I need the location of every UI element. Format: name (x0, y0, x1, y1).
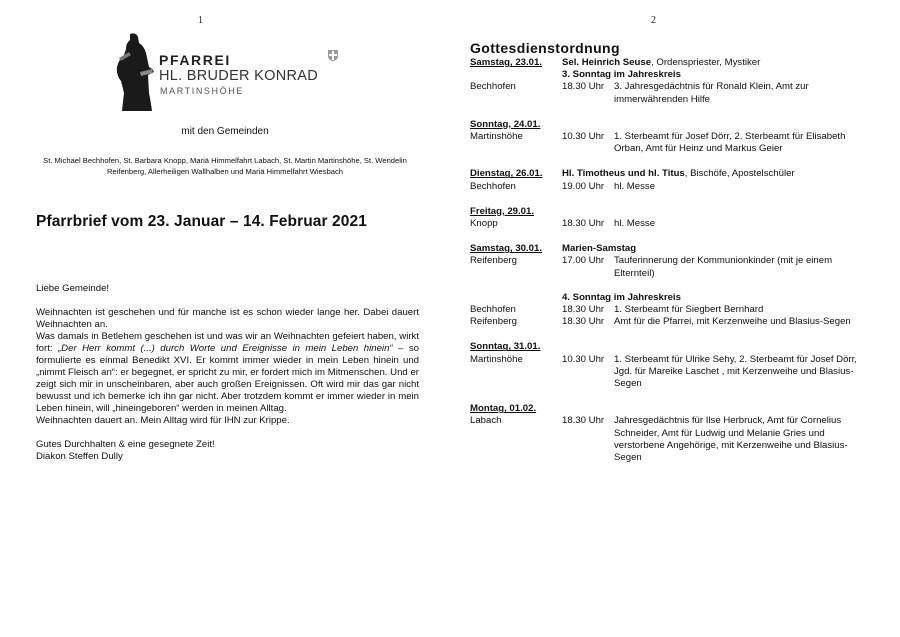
schedule-day (470, 57, 890, 106)
service-row (470, 255, 890, 279)
letter-body (36, 283, 419, 463)
spacer (470, 69, 562, 81)
service-row (470, 181, 890, 193)
service-time: 18.30 Uhr (562, 415, 605, 427)
day-date: Montag, 01.02. (470, 403, 537, 415)
feast-name: Hl. Timotheus und hl. Titus (562, 168, 685, 180)
service-time: 19.00 Uhr (562, 180, 605, 192)
schedule-day (470, 341, 890, 390)
service-row (470, 304, 890, 316)
service-row (470, 354, 890, 391)
service-text: 1. Sterbeamt für Siegbert Bernhard (614, 304, 764, 316)
day-header (470, 57, 890, 69)
day-date: Samstag, 30.01. (470, 243, 542, 255)
liturgical-subheading: 3. Sonntag im Jahreskreis (562, 69, 681, 81)
service-time: 18.30 Uhr (562, 218, 605, 230)
letter-paragraph-3: Weihnachten dauert an. Mein Alltag wird für IHN zur Krippe. (36, 415, 290, 426)
day-date: Sonntag, 24.01. (470, 118, 541, 130)
service-text: Jahresgedächtnis für Ilse Herbruck, Amt für Cornelius Schneider, Amt für Ludwig und Melanie Gries und verstorbene Angehörige, mit Kerzenweihe und Blasius-Segen (614, 415, 848, 464)
service-time: 10.30 Uhr (562, 131, 605, 143)
service-text: hl. Messe (614, 180, 656, 192)
day-date: Sonntag, 31.01. (470, 341, 541, 353)
day-date: Freitag, 29.01. (470, 205, 534, 217)
service-place: Bechhofen (470, 180, 516, 192)
logo-line-name: HL. BRUDER KONRAD (159, 68, 318, 84)
service-row (470, 81, 890, 105)
spacer (470, 292, 562, 304)
service-place: Bechhofen (470, 304, 516, 316)
schedule-day (470, 206, 890, 230)
schedule-day (470, 119, 890, 156)
cross-shield-icon (328, 50, 338, 61)
schedule-day (470, 243, 890, 328)
service-schedule (470, 57, 890, 477)
day-date: Samstag, 23.01. (470, 57, 542, 68)
day-feast (562, 57, 890, 69)
parish-logo (110, 32, 350, 114)
day-header (470, 341, 890, 353)
logo-line-place: MARTINSHÖHE (160, 86, 244, 96)
feast-name: Marien-Samstag (562, 243, 637, 255)
schedule-day (470, 403, 890, 464)
service-row (470, 415, 890, 464)
page-number: 2 (651, 15, 656, 26)
gemeinden-intro: mit den Gemeinden (181, 126, 269, 137)
schedule-title: Gottesdienstordnung (470, 40, 620, 56)
service-place: Martinshöhe (470, 131, 523, 143)
service-place: Labach (470, 415, 502, 427)
letter-p2-end: – so formulierte es einmal Benedikt XVI. Er kommt immer wieder in mein Leben hinein und „nimmt Fleisch an“: er begegnet, er spricht zu mir, er fordert mich im Mitmenschen. Und er zeigt sich mir in unscheinbaren, aber auch großen Ereignissen. Oft wird mir das gar nicht bewusst und ich bemerke ich ihn gar nicht. Aber trotzdem kommt er immer wieder in mein Leben hinein, will „hineingeboren“ werden in meinen Alltag. (36, 343, 419, 414)
feast-name: Sel. Heinrich Seuse (562, 57, 652, 68)
schedule-day (470, 168, 890, 192)
logo-line-pfarrei: PFARREI (159, 52, 231, 68)
letter-greeting: Liebe Gemeinde! (36, 283, 110, 294)
service-text: 1. Sterbeamt für Ulrike Sehy, 2. Sterbeamt für Josef Dörr, Jgd. für Mareike Laschet , mit Kerzenweihe und Blasius-Segen (614, 353, 857, 390)
service-time: 18.30 Uhr (562, 81, 605, 93)
day-header (470, 243, 890, 255)
service-time: 18.30 Uhr (562, 316, 605, 328)
service-row (470, 316, 890, 328)
page-2 (450, 0, 900, 637)
service-time: 10.30 Uhr (562, 353, 605, 365)
service-place: Bechhofen (470, 81, 516, 93)
letter-paragraph-2 (36, 331, 419, 415)
feast-description: , Bischöfe, Apostelschüler (684, 168, 795, 180)
day-header (470, 119, 890, 131)
letter-quote: „Der Herr kommt (...) durch Worte und Ereignisse in mein Leben hinein“ (57, 343, 393, 354)
service-place: Martinshöhe (470, 353, 523, 365)
saint-figure-icon (110, 32, 156, 112)
pfarrbrief-title: Pfarrbrief vom 23. Januar – 14. Februar 2021 (36, 213, 367, 230)
liturgical-subheading: 4. Sonntag im Jahreskreis (562, 291, 681, 303)
subheading-row (470, 292, 890, 304)
subheading-row (470, 69, 890, 81)
feast-description: , Ordenspriester, Mystiker (651, 57, 761, 68)
day-header (470, 168, 890, 180)
letter-closing: Gutes Durchhalten & eine gesegnete Zeit! (36, 439, 215, 450)
service-text: hl. Messe (614, 218, 656, 230)
service-place: Reifenberg (470, 316, 517, 328)
day-date: Dienstag, 26.01. (470, 168, 543, 180)
service-text: 1. Sterbeamt für Josef Dörr, 2. Sterbeamt für Elisabeth Orban, Amt für Heinz und Markus Geier (614, 131, 846, 155)
service-row (470, 218, 890, 230)
day-header (470, 206, 890, 218)
letter-p2-start: Was damals in Betlehem geschehen ist und was wir an Weihnachten gefeiert haben, wirkt fort: (36, 331, 419, 354)
service-time: 18.30 Uhr (562, 304, 605, 316)
day-feast (562, 168, 890, 180)
service-text: Tauferinnerung der Kommunionkinder (mit je einem Elternteil) (614, 255, 833, 279)
page-number: 1 (198, 15, 203, 26)
gemeinden-list: St. Michael Bechhofen, St. Barbara Knopp, Mariä Himmelfahrt Labach, St. Martin Martinshöhe, St. Wendelin Reifenberg, Allerheiligen Wallhalben und Mariä Himmelfahrt Wiesbach (43, 156, 407, 176)
service-time: 17.00 Uhr (562, 255, 605, 267)
service-text: 3. Jahresgedächtnis für Ronald Klein, Amt zur immerwährenden Hilfe (614, 81, 809, 105)
service-text: Amt für die Pfarrei, mit Kerzenweihe und Blasius-Segen (614, 316, 851, 328)
service-place: Knopp (470, 218, 498, 230)
day-feast (562, 243, 890, 255)
day-header (470, 403, 890, 415)
letter-paragraph-1: Weihnachten ist geschehen und für manche ist es schon wieder lange her. Dabei dauert Weihnachten an. (36, 307, 419, 330)
service-place: Reifenberg (470, 255, 517, 267)
spacer (470, 280, 890, 292)
service-row (470, 131, 890, 155)
letter-signature: Diakon Steffen Dully (36, 451, 123, 462)
